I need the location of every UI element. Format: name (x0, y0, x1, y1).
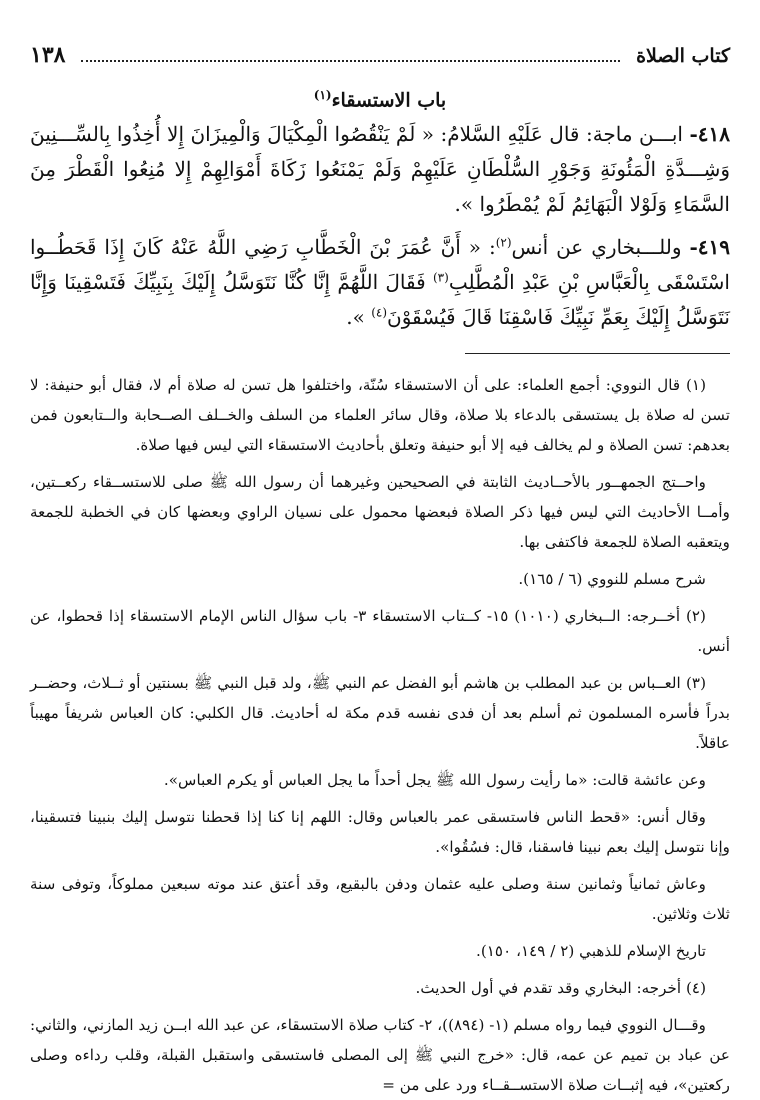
footnote-ref-1: (١) (313, 88, 332, 102)
footnote-3: (٣) العــباس بن عبد المطلب بن هاشم أبو الفضل عم النبي ﷺ، ولد قبل النبي ﷺ بسنتين أو ثــلاث، وحضــر بدراً فأسره المسلمون ثم أسلم بعد أن فدى نفسه قدم مكة له أحاديث. قال الكلبي: كان العباس شريفاً مهيباً عاقلاً. (30, 674, 730, 753)
footnote-ref-4: (٤) (371, 305, 388, 320)
footnote-4-nawawi: وقـــال النووي فيما رواه مسلم (١- (٨٩٤))، ٢- كتاب صلاة الاستسقاء، عن عبد الله ابــن زيد المازني، والثاني: عن عباد بن تميم عن عمه، قال: «خرج النبي ﷺ إلى المصلى فاستسقى واستقبل القبلة، وقلب رداءه وصلى ركعتين»، فيه إثبــات صلاة الاستســقــاء ورد على من = (30, 1016, 730, 1095)
hadith-text-part: فَقَالَ اللَّهُمَّ إِنَّا كُنَّا نَتَوَسَّلُ إِلَيْكَ بِنَبِيِّكَ فَتَسْقِينَا وَإِنَّا نَتَوَسَّلُ إِلَيْكَ بِعَمِّ نَبِيِّكَ فَاسْقِنَا قَالَ فَيُسْقَوْنَ (30, 270, 730, 330)
book-page (30, 0, 730, 1100)
hadith-text: ابـــن ماجة: قال عَلَيْهِ السَّلامُ: « لَمْ يَنْقُصُوا الْمِكْيَالَ وَالْمِيزَانَ إِلا أُخِذُوا بِالسِّـــنِينَ وَشِـــدَّةِ الْمَئُونَةِ وَجَوْرِ السُّلْطَانِ عَلَيْهِمْ وَلَمْ يَمْنَعُوا زَكَاةَ أَمْوَالِهِمْ إِلا مُنِعُوا الْقَطْرَ مِنَ السَّمَاءِ وَلَوْلا الْبَهَائِمُ لَمْ يُمْطَرُوا ». (30, 122, 730, 217)
hadith-text-part: : « أَنَّ عُمَرَ بْنَ الْخَطَّابِ رَضِي اللَّهُ عَنْهُ كَانَ إِذَا قَحَطُــوا اسْتَسْقَى بِالْعَبَّاسِ بْنِ عَبْدِ الْمُطَّلِبِ (30, 235, 730, 295)
footnote-separator (465, 353, 730, 354)
hadith-number: ٤١٨- (689, 122, 730, 147)
hadith-text-part: وللـــبخاري عن أنس (511, 235, 682, 260)
chapter-heading (30, 88, 730, 111)
footnote-1: (١) قال النووي: أجمع العلماء: على أن الاستسقاء سُنّة، واختلفوا هل تسن له صلاة أم لا، فقال أبو حنيفة: لا تسن له صلاة بل يستسقى بالدعاء بلا صلاة، وقال سائر العلماء من السلف والخــلف الصــحابة والــتابعون فمن بعدهم: تسن الصلاة و لم يخالف فيه إلا أبو حنيفة وتعلق بأحاديث الاستسقاء التي ليس فيها صلاة. (30, 376, 730, 455)
chapter-title: باب الاستسقاء (331, 89, 447, 112)
running-header (30, 42, 730, 68)
footnote-4: (٤) أخرجه: البخاري وقد تقدم في أول الحديث. (415, 979, 706, 998)
footnote-3-aisha: وعن عائشة قالت: «ما رأيت رسول الله ﷺ يجل أحداً ما يجل العباس أو يكرم العباس». (163, 771, 706, 790)
hadith-text-part: ». (346, 305, 372, 330)
footnote-1-source: شرح مسلم للنووي (٦ / ١٦٥). (518, 570, 706, 589)
footnote-2: (٢) أخــرجه: الــبخاري (١٠١٠) ١٥- كــتاب الاستسقاء ٣- باب سؤال الناس الإمام الاستسقاء إذا قحطوا، عن أنس. (30, 607, 730, 656)
footnote-ref-2: (٢) (495, 235, 512, 250)
hadith-419 (30, 230, 730, 335)
hadith-418 (30, 117, 730, 222)
hadith-number: ٤١٩- (689, 235, 730, 260)
footnote-3-anas: وقال أنس: «قحط الناس فاستسقى عمر بالعباس وقال: اللهم إنا كنا إذا قحطنا نتوسل إليك بنبينا فتسقينا، وإنا نتوسل إليك بعم نبينا فاسقنا، قال: فسُقُوا». (30, 808, 730, 857)
footnotes (30, 370, 730, 1100)
footnote-ref-3: (٣) (432, 270, 449, 285)
page-number: ١٣٨ (30, 42, 66, 68)
footnote-3-source: تاريخ الإسلام للذهبي (٢ / ١٤٩، ١٥٠). (476, 942, 706, 961)
footnote-3-death: وعاش ثمانياً وثمانين سنة وصلى عليه عثمان ودفن بالبقيع، وقد أعتق عند موته سبعين مملوكاً، وتوفى سنة ثلاث وثلاثين. (30, 875, 730, 924)
footnote-1-continued: واحــتج الجمهــور بالأحــاديث الثابتة في الصحيحين وغيرهما أن رسول الله ﷺ صلى للاستســقاء ركعــتين، وأمــا الأحاديث التي ليس فيها ذكر الصلاة فبعضها محمول على نسيان الراوي وبعضها كان في الخطبة للجمعة ويتعقبه الصلاة للجمعة فاكتفى بها. (30, 473, 730, 552)
book-section-title: كتاب الصلاة (636, 45, 730, 67)
dotted-leader (81, 46, 620, 62)
